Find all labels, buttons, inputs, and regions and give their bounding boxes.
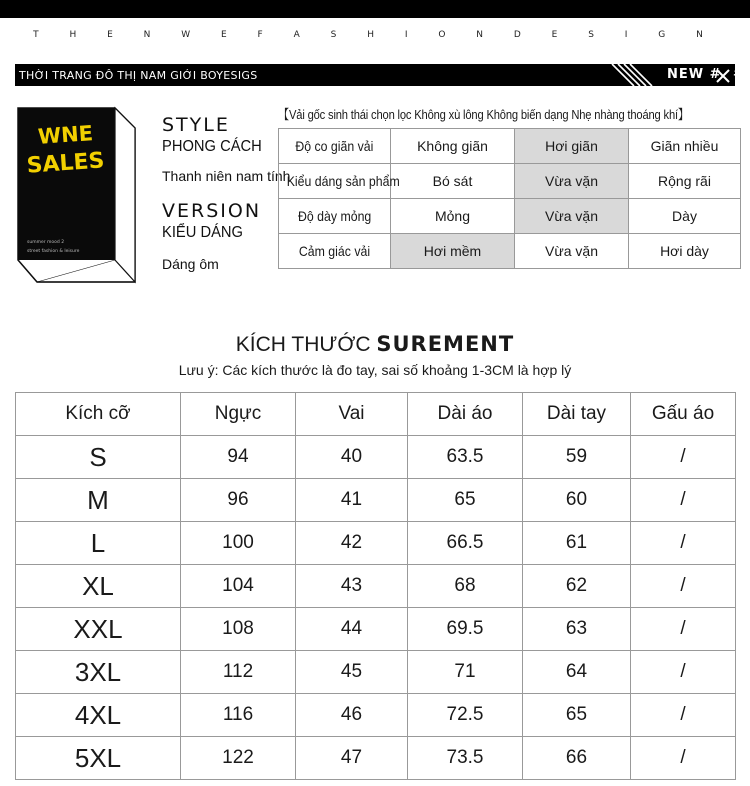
size-label-cell: 5XL	[16, 737, 181, 780]
attribute-label-text: Độ co giãn vải	[295, 138, 374, 154]
new-tag: NEW #	[667, 67, 722, 82]
size-value-cell: 60	[523, 479, 631, 522]
size-row	[16, 694, 736, 737]
attribute-label-text: Độ dày mỏng	[297, 208, 372, 224]
attributes-title: 【Vải gốc sinh thái chọn lọc Không xù lông Không biến dạng Nhẹ nhàng thoáng khí】	[278, 107, 689, 122]
attribute-option: Vừa vặn	[515, 234, 629, 269]
size-value-cell: /	[631, 436, 736, 479]
style-vn: PHONG CÁCH	[162, 138, 262, 155]
size-value-cell: 73.5	[408, 737, 523, 780]
attribute-label-text: Cảm giác vải	[298, 243, 371, 259]
diagonal-stripes-icon	[610, 64, 670, 86]
size-value-cell: 116	[181, 694, 296, 737]
band-title: THỜI TRANG ĐÔ THỊ NAM GIỚI BOYESIGS	[19, 69, 258, 82]
attribute-option: Không giãn	[391, 129, 515, 164]
size-value-cell: 122	[181, 737, 296, 780]
size-header-cell: Vai	[296, 393, 408, 436]
size-value-cell: 66.5	[408, 522, 523, 565]
attribute-row	[279, 199, 741, 234]
size-label-cell: L	[16, 522, 181, 565]
style-en: STYLE	[162, 114, 230, 136]
size-header-cell: Dài tay	[523, 393, 631, 436]
size-header-cell: Gấu áo	[631, 393, 736, 436]
size-title-b: SUREMENT	[376, 332, 515, 356]
size-label-cell: 3XL	[16, 651, 181, 694]
size-value-cell: 63	[523, 608, 631, 651]
size-value-cell: 61	[523, 522, 631, 565]
version-en: VERSION	[162, 200, 262, 222]
attribute-label	[279, 129, 391, 164]
version-value: Dáng ôm	[162, 256, 219, 272]
size-value-cell: 59	[523, 436, 631, 479]
attribute-label	[279, 164, 400, 199]
size-value-cell: 71	[408, 651, 523, 694]
box-line1: WNE	[37, 121, 94, 149]
style-value: Thanh niên nam tính	[162, 168, 291, 184]
size-value-cell: 47	[296, 737, 408, 780]
size-value-cell: 100	[181, 522, 296, 565]
size-value-cell: /	[631, 479, 736, 522]
size-table	[15, 392, 736, 780]
size-header-cell: Dài áo	[408, 393, 523, 436]
box-small1: summer mood 2	[27, 240, 65, 245]
attribute-row	[279, 234, 741, 269]
size-row	[16, 608, 736, 651]
attribute-label	[279, 234, 391, 269]
size-value-cell: 68	[408, 565, 523, 608]
size-title-a: KÍCH THƯỚC	[235, 333, 377, 356]
size-value-cell: 63.5	[408, 436, 523, 479]
attribute-option: Dày	[629, 199, 741, 234]
size-value-cell: 96	[181, 479, 296, 522]
attribute-option: Bó sát	[391, 164, 515, 199]
attribute-option-selected: Vừa vặn	[515, 199, 629, 234]
size-value-cell: /	[631, 694, 736, 737]
size-value-cell: 72.5	[408, 694, 523, 737]
brand-line: T H E N W E F A S H I O N D E S I G N	[33, 30, 717, 40]
version-vn: KIỂU DÁNG	[162, 224, 243, 241]
size-value-cell: 62	[523, 565, 631, 608]
attribute-option: Mỏng	[391, 199, 515, 234]
cross-icon	[717, 70, 729, 82]
attribute-option-selected: Hơi mềm	[391, 234, 515, 269]
size-row	[16, 436, 736, 479]
size-value-cell: /	[631, 565, 736, 608]
size-value-cell: 65	[408, 479, 523, 522]
size-row	[16, 651, 736, 694]
attribute-option-selected: Vừa vặn	[515, 164, 629, 199]
size-value-cell: 45	[296, 651, 408, 694]
size-row	[16, 479, 736, 522]
size-value-cell: 44	[296, 608, 408, 651]
size-value-cell: 64	[523, 651, 631, 694]
size-value-cell: 112	[181, 651, 296, 694]
size-value-cell: 69.5	[408, 608, 523, 651]
size-row	[16, 737, 736, 780]
size-value-cell: 65	[523, 694, 631, 737]
attribute-option: Hơi dày	[629, 234, 741, 269]
size-value-cell: 41	[296, 479, 408, 522]
size-label-cell: S	[16, 436, 181, 479]
attribute-label-text: Kiểu dáng sản phẩm	[286, 173, 400, 189]
attribute-option: Rộng rãi	[629, 164, 741, 199]
size-value-cell: 40	[296, 436, 408, 479]
size-value-cell: 43	[296, 565, 408, 608]
attribute-option: Giãn nhiều	[629, 129, 741, 164]
size-value-cell: /	[631, 737, 736, 780]
product-box-art	[15, 100, 140, 285]
size-row	[16, 522, 736, 565]
size-header-cell: Ngực	[181, 393, 296, 436]
size-value-cell: /	[631, 651, 736, 694]
new-tag-end: #	[733, 67, 745, 82]
size-value-cell: 66	[523, 737, 631, 780]
size-label-cell: M	[16, 479, 181, 522]
top-black-bar	[0, 0, 750, 18]
size-value-cell: 42	[296, 522, 408, 565]
title-band	[15, 64, 745, 86]
size-label-cell: 4XL	[16, 694, 181, 737]
size-value-cell: 108	[181, 608, 296, 651]
box-line2: SALES	[25, 148, 106, 179]
size-value-cell: 46	[296, 694, 408, 737]
size-header-cell: Kích cỡ	[16, 393, 181, 436]
size-chart-title	[0, 332, 750, 357]
size-label-cell: XXL	[16, 608, 181, 651]
attribute-label	[279, 199, 391, 234]
size-value-cell: 104	[181, 565, 296, 608]
box-small2: street fashion & leisure	[27, 249, 80, 254]
attribute-row	[279, 164, 741, 199]
size-label-cell: XL	[16, 565, 181, 608]
attribute-row	[279, 129, 741, 164]
attribute-option-selected: Hơi giãn	[515, 129, 629, 164]
size-chart-note: Lưu ý: Các kích thước là đo tay, sai số khoảng 1-3CM là hợp lý	[178, 362, 572, 378]
size-value-cell: /	[631, 522, 736, 565]
size-row	[16, 565, 736, 608]
size-value-cell: 94	[181, 436, 296, 479]
attributes-table	[278, 128, 741, 269]
size-value-cell: /	[631, 608, 736, 651]
